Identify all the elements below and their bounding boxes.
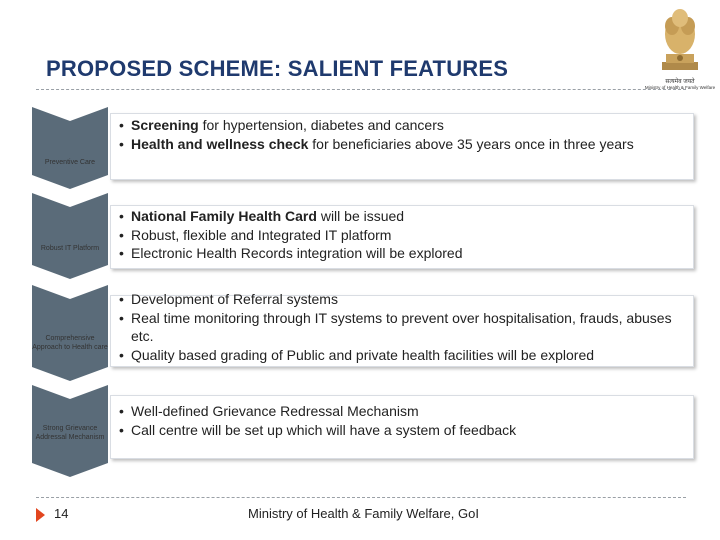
bullet-item: • Robust, flexible and Integrated IT platform xyxy=(117,226,687,245)
page-number: 14 xyxy=(54,506,69,521)
bullet-item: • Development of Referral systems xyxy=(117,290,687,309)
bullet-item: • Electronic Health Records integration will be explored xyxy=(117,244,687,263)
bullet-item: • Well-defined Grievance Redressal Mechanism xyxy=(117,402,687,421)
section-panel xyxy=(110,113,694,180)
footer-divider xyxy=(36,497,686,498)
chevron-grievance xyxy=(32,385,108,477)
bullet-item: • Real time monitoring through IT systems to prevent over hospitalisation, frauds, abuses etc. xyxy=(117,309,687,346)
page-arrow-icon xyxy=(36,508,45,522)
emblem-caption-hindi: सत्यमेव जयते xyxy=(665,79,695,85)
section-panel xyxy=(110,395,694,459)
section-label: Comprehensive Approach to Health care xyxy=(32,335,108,351)
section-label: Strong Grievance Addressal Mechanism xyxy=(35,425,105,441)
bullet-item: • Quality based grading of Public and private health facilities will be explored xyxy=(117,346,687,365)
chevron-robust-it xyxy=(32,193,108,279)
bullet-item: • Call centre will be set up which will have a system of feedback xyxy=(117,421,687,440)
slide-title: PROPOSED SCHEME: SALIENT FEATURES xyxy=(46,56,509,81)
ashoka-emblem-icon xyxy=(650,4,710,82)
section-panel xyxy=(110,291,694,367)
bullet-item: • Screening for hypertension, diabetes and cancers xyxy=(117,116,687,135)
section-label: Robust IT Platform xyxy=(40,245,100,252)
bullet-item: • National Family Health Card will be issued xyxy=(117,207,687,226)
section-panel xyxy=(110,205,694,269)
bullet-item: • Health and wellness check for beneficiaries above 35 years once in three years xyxy=(117,135,687,154)
section-label: Preventive Care xyxy=(44,159,96,166)
chevron-comprehensive xyxy=(32,285,108,381)
emblem-caption-text: Ministry of Health & Family Welfare xyxy=(644,85,716,90)
chevron-preventive-care xyxy=(32,107,108,189)
footer-ministry: Ministry of Health & Family Welfare, GoI xyxy=(248,506,479,521)
title-divider xyxy=(36,89,686,90)
